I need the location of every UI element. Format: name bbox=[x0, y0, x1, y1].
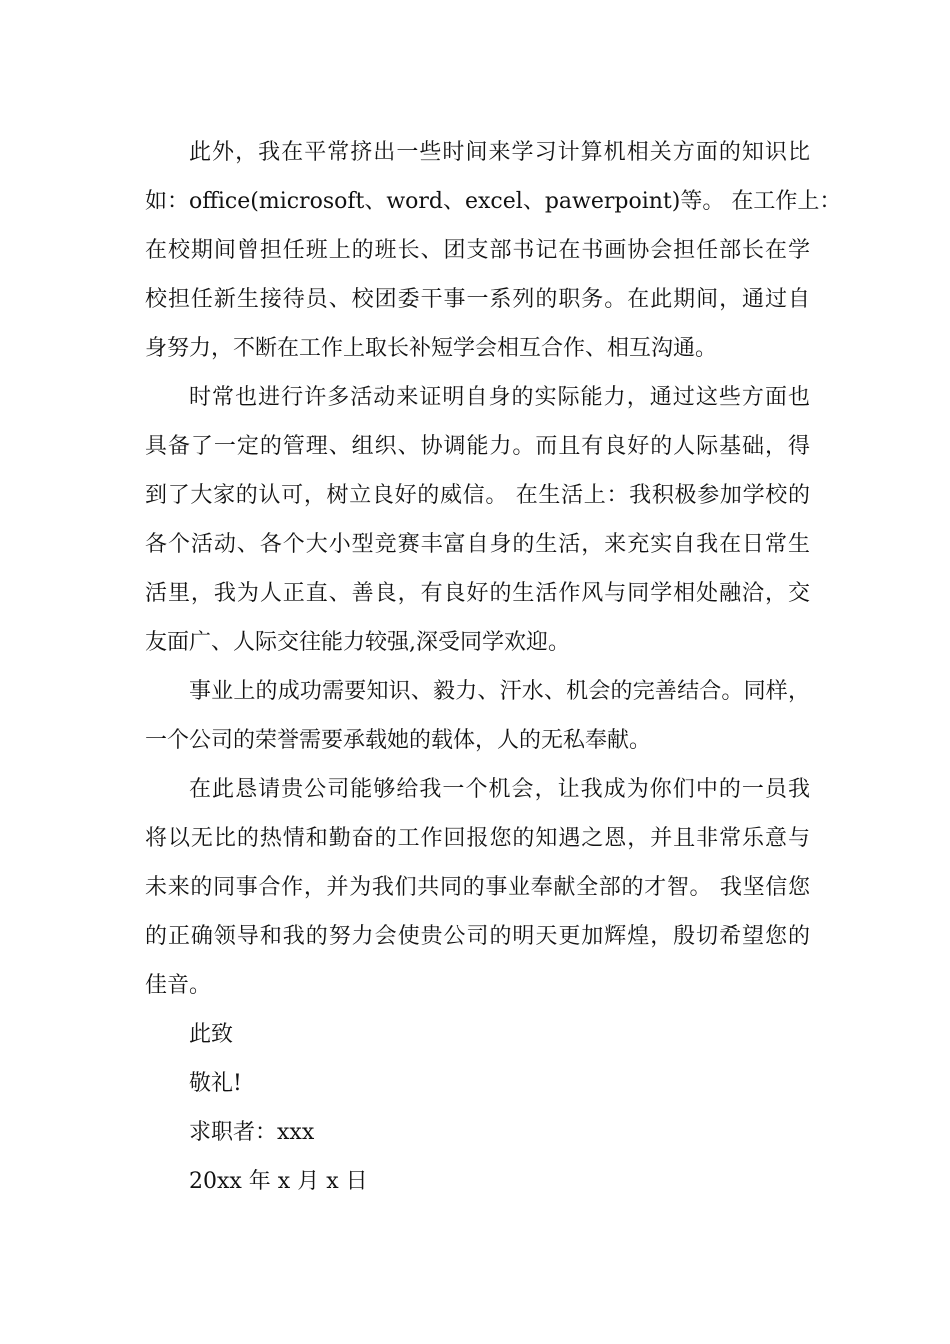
paragraph-line: 时常也进行许多活动来证明自身的实际能力，通过这些方面也 bbox=[189, 385, 810, 410]
paragraph-line: 佳音。 bbox=[145, 973, 212, 998]
paragraph-line: 一个公司的荣誉需要承载她的载体，人的无私奉献。 bbox=[145, 728, 652, 753]
paragraph-line: 各个活动、各个大小型竞赛丰富自身的生活，来充实自我在日常生 bbox=[145, 532, 810, 557]
paragraph-line: 友面广、人际交往能力较强,深受同学欢迎。 bbox=[145, 630, 570, 655]
paragraph-line: 身努力，不断在工作上取长补短学会相互合作、相互沟通。 bbox=[145, 336, 718, 361]
paragraph-line: 活里，我为人正直、善良，有良好的生活作风与同学相处融洽，交 bbox=[145, 581, 810, 606]
paragraph-line: 如：office(microsoft、word、excel、pawerpoint)等。 在工作上： bbox=[145, 189, 842, 214]
letter-date: 20xx 年 x 月 x 日 bbox=[189, 1169, 368, 1194]
paragraph-line: 将以无比的热情和勤奋的工作回报您的知遇之恩，并且非常乐意与 bbox=[145, 826, 810, 851]
paragraph-line: 事业上的成功需要知识、毅力、汗水、机会的完善结合。同样， bbox=[189, 679, 810, 704]
paragraph-line: 具备了一定的管理、组织、协调能力。而且有良好的人际基础，得 bbox=[145, 434, 810, 459]
paragraph-line: 到了大家的认可，树立良好的威信。 在生活上：我积极参加学校的 bbox=[145, 483, 810, 508]
letter-body bbox=[145, 128, 842, 1206]
closing-regards: 敬礼! bbox=[189, 1071, 242, 1096]
paragraph-line: 在校期间曾担任班上的班长、团支部书记在书画协会担任部长在学 bbox=[145, 238, 810, 263]
paragraph-line: 校担任新生接待员、校团委干事一系列的职务。在此期间，通过自 bbox=[145, 287, 810, 312]
paragraph-line: 未来的同事合作，并为我们共同的事业奉献全部的才智。 我坚信您 bbox=[145, 875, 810, 900]
applicant-signature: 求职者：xxx bbox=[189, 1120, 315, 1145]
paragraph-line: 的正确领导和我的努力会使贵公司的明天更加辉煌，殷切希望您的 bbox=[145, 924, 810, 949]
closing-salutation: 此致 bbox=[189, 1022, 234, 1047]
paragraph-line: 在此恳请贵公司能够给我一个机会，让我成为你们中的一员我 bbox=[189, 777, 810, 802]
paragraph-line: 此外，我在平常挤出一些时间来学习计算机相关方面的知识比 bbox=[189, 140, 810, 165]
